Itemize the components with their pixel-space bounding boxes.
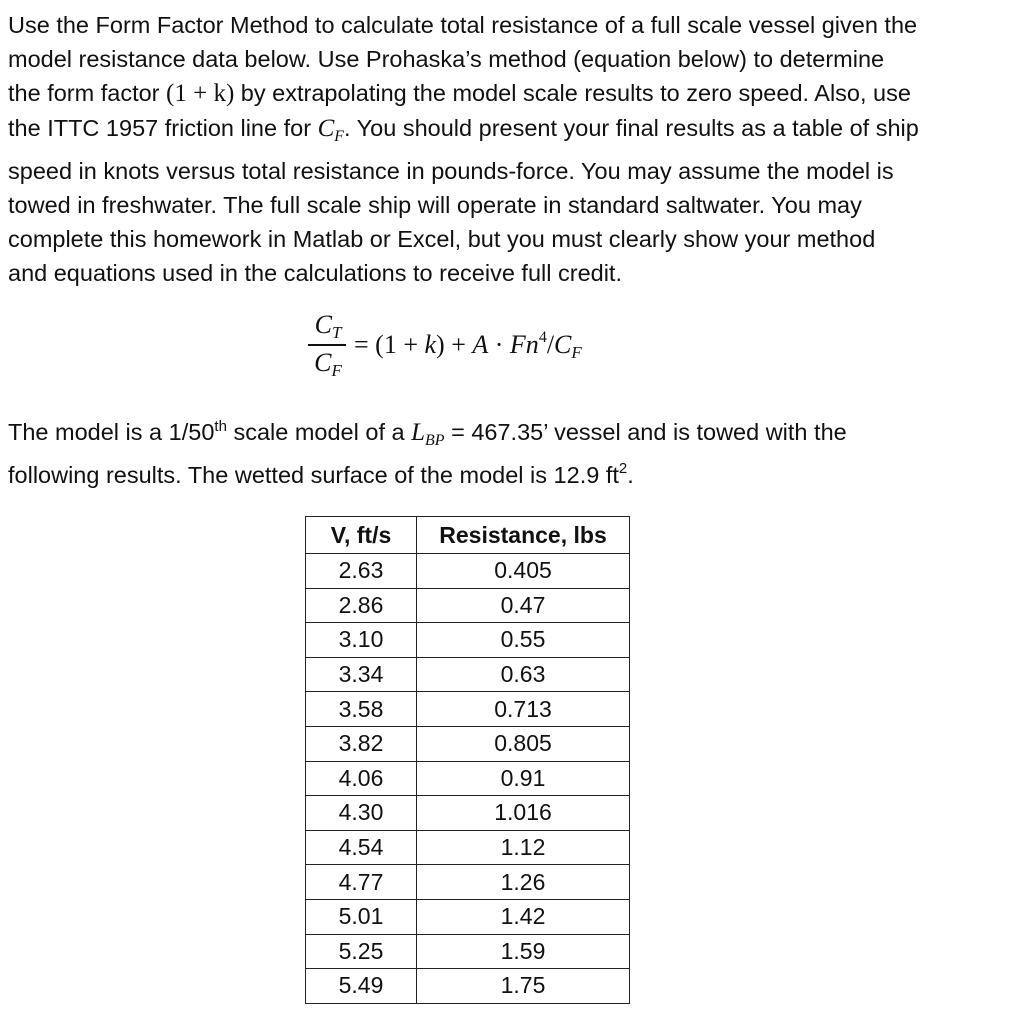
cf-subscript: F — [331, 361, 342, 380]
ct-subscript: T — [331, 323, 342, 342]
statement-text: . You should present your final results as a table of ship — [344, 115, 919, 141]
velocity-cell: 5.01 — [306, 899, 417, 934]
squared-superscript: 2 — [618, 460, 628, 477]
statement-line: complete this homework in Matlab or Excel, but you must clearly show your method — [8, 226, 876, 252]
statement-line: towed in freshwater. The full scale ship will operate in standard saltwater. You may — [8, 192, 862, 218]
header-resistance: Resistance, lbs — [417, 517, 630, 554]
cf-subscript: F — [334, 128, 345, 145]
velocity-cell: 2.63 — [306, 554, 417, 589]
ct-symbol: C — [314, 310, 332, 339]
velocity-cell: 5.25 — [306, 934, 417, 969]
table-row — [306, 692, 630, 727]
resistance-cell: 0.405 — [417, 554, 630, 589]
resistance-cell: 0.47 — [417, 588, 630, 623]
table-row — [306, 623, 630, 658]
resistance-cell: 1.75 — [417, 969, 630, 1004]
eq-C: C — [554, 330, 572, 359]
resistance-cell: 1.26 — [417, 865, 630, 900]
model-text: following results. The wetted surface of the model is 12.9 ft — [8, 462, 619, 488]
fraction-bar — [308, 344, 346, 346]
cf-symbol: C — [317, 115, 335, 142]
cf-symbol: C — [314, 348, 332, 377]
form-factor-math: (1 + k) — [166, 80, 235, 107]
statement-text: the form factor — [8, 80, 167, 106]
resistance-cell: 1.42 — [417, 899, 630, 934]
table-row — [306, 588, 630, 623]
table-row — [306, 726, 630, 761]
table-header-row — [306, 517, 630, 554]
model-line — [8, 458, 1012, 492]
velocity-cell: 4.77 — [306, 865, 417, 900]
eq-A: A — [472, 330, 489, 359]
table-row — [306, 865, 630, 900]
resistance-cell: 0.91 — [417, 761, 630, 796]
table-row — [306, 761, 630, 796]
resistance-cell: 0.713 — [417, 692, 630, 727]
velocity-cell: 5.49 — [306, 969, 417, 1004]
velocity-cell: 2.86 — [306, 588, 417, 623]
eq-k: k — [424, 330, 437, 359]
model-description — [8, 415, 1012, 492]
table-row — [306, 554, 630, 589]
eq-C-subscript: F — [571, 343, 582, 362]
eq-part: ) + — [436, 330, 473, 359]
velocity-cell: 3.10 — [306, 623, 417, 658]
header-velocity: V, ft/s — [306, 517, 417, 554]
prohaska-equation — [306, 310, 726, 386]
model-line — [8, 415, 1012, 458]
statement-line — [8, 111, 1012, 154]
resistance-cell: 1.12 — [417, 830, 630, 865]
statement-line: Use the Form Factor Method to calculate total resistance of a full scale vessel given the — [8, 12, 918, 38]
model-text: scale model of a — [226, 419, 412, 445]
table-row — [306, 657, 630, 692]
lbp-subscript: BP — [425, 432, 445, 449]
eq-part: = (1 + — [354, 330, 425, 359]
resistance-cell: 0.63 — [417, 657, 630, 692]
table-row — [306, 899, 630, 934]
resistance-cell: 1.59 — [417, 934, 630, 969]
ordinal-suffix: th — [214, 418, 227, 435]
eq-Fn: Fn — [509, 330, 539, 359]
equation-numerator — [306, 310, 350, 343]
model-text: . — [627, 462, 634, 488]
statement-line: speed in knots versus total resistance in pounds-force. You may assume the model is — [8, 158, 894, 184]
table-row — [306, 830, 630, 865]
lbp-symbol: L — [411, 419, 426, 446]
model-text: = 467.35’ vessel and is towed with the — [444, 419, 847, 445]
velocity-cell: 4.06 — [306, 761, 417, 796]
eq-power: 4 — [538, 329, 547, 346]
resistance-cell: 0.55 — [417, 623, 630, 658]
eq-slash: / — [546, 330, 555, 359]
problem-statement — [8, 8, 1012, 290]
velocity-cell: 3.58 — [306, 692, 417, 727]
velocity-cell: 3.82 — [306, 726, 417, 761]
statement-line — [8, 76, 1012, 111]
statement-line: and equations used in the calculations to receive full credit. — [8, 260, 622, 286]
statement-line: model resistance data below. Use Prohaska’s method (equation below) to determine — [8, 46, 885, 72]
table-row — [306, 796, 630, 831]
model-text: The model is a 1/50 — [8, 419, 215, 445]
velocity-cell: 3.34 — [306, 657, 417, 692]
equation-denominator — [306, 348, 350, 381]
eq-dot: · — [488, 330, 510, 359]
equation-rhs — [354, 330, 582, 363]
table-row — [306, 934, 630, 969]
resistance-cell: 0.805 — [417, 726, 630, 761]
resistance-table — [305, 516, 630, 1004]
statement-text: by extrapolating the model scale results to zero speed. Also, use — [234, 80, 911, 106]
velocity-cell: 4.30 — [306, 796, 417, 831]
velocity-cell: 4.54 — [306, 830, 417, 865]
statement-text: the ITTC 1957 friction line for — [8, 115, 318, 141]
resistance-cell: 1.016 — [417, 796, 630, 831]
table-row — [306, 969, 630, 1004]
